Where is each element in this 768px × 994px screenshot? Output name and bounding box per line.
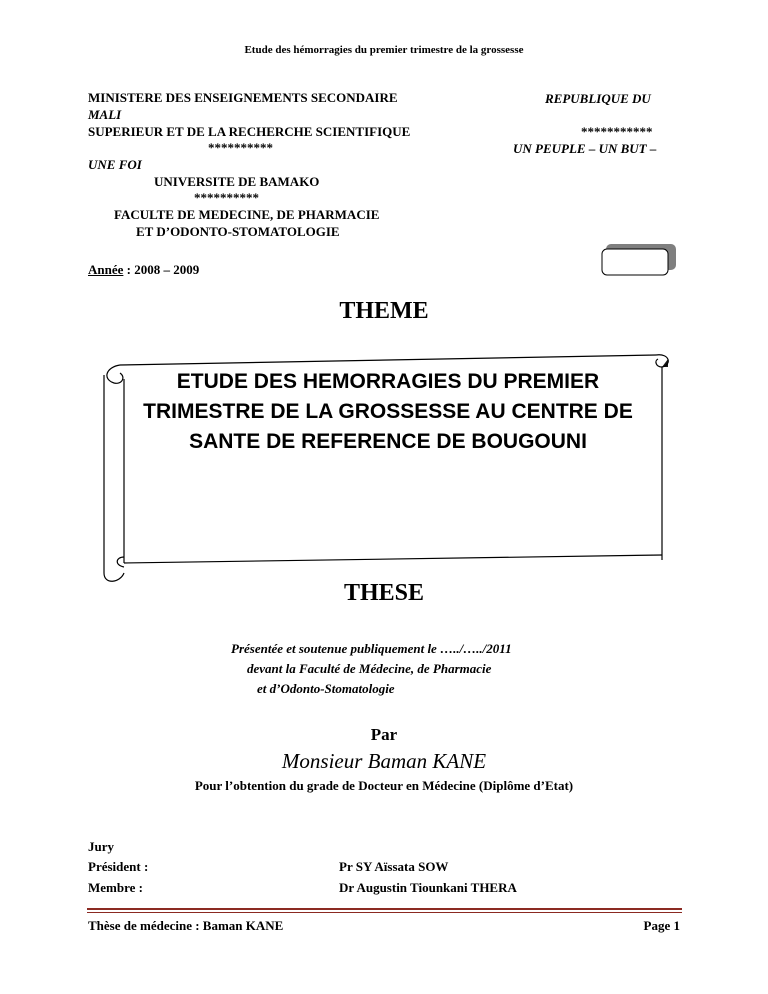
motto-text: UN PEUPLE – UN BUT –: [513, 141, 657, 156]
jury-heading: Jury: [88, 839, 114, 854]
une-foi-text: UNE FOI: [88, 157, 142, 172]
jury-name-member: Dr Augustin Tiounkani THERA: [339, 880, 517, 895]
faculty-line1: FACULTE DE MEDECINE, DE PHARMACIE: [114, 207, 380, 222]
ministry-line1: MINISTERE DES ENSEIGNEMENTS SECONDAIRE: [88, 90, 398, 105]
year-line: [88, 262, 199, 278]
footer-rule-thin: [87, 912, 682, 913]
faculty-line2: ET D’ODONTO-STOMATOLOGIE: [136, 224, 340, 239]
theme-heading: THEME: [339, 298, 429, 324]
presentation-line2: devant la Faculté de Médecine, de Pharmacie: [247, 661, 492, 676]
footer-rule-thick: [87, 908, 682, 910]
stars-republic: ***********: [581, 124, 653, 139]
par-text: Par: [370, 725, 398, 744]
author-name: Monsieur Baman KANE: [281, 749, 487, 773]
footer-left: Thèse de médecine : Baman KANE: [88, 918, 284, 933]
jury-role-president: Président :: [88, 859, 149, 874]
running-header: Etude des hémorragies du premier trimestre de la grossesse: [244, 44, 524, 56]
degree-text: Pour l’obtention du grade de Docteur en Médecine (Diplôme d’Etat): [194, 778, 574, 793]
thesis-title: ETUDE DES HEMORRAGIES DU PREMIER TRIMESTRE DE LA GROSSESSE AU CENTRE DE SANTE DE REFERENCE DE BOUGOUNI: [143, 370, 633, 453]
year-label: Année: [88, 262, 124, 277]
these-heading: THESE: [343, 580, 425, 606]
stars-ministry: **********: [208, 140, 273, 155]
republic-text: REPUBLIQUE DU: [545, 91, 651, 106]
stars-university: **********: [194, 190, 259, 205]
title-scroll: [96, 345, 672, 583]
presentation-line3: et d’Odonto-Stomatologie: [257, 681, 395, 696]
ministry-line2: SUPERIEUR ET DE LA RECHERCHE SCIENTIFIQUE: [88, 124, 411, 139]
presentation-line1: Présentée et soutenue publiquement le …../…../2011: [231, 641, 512, 656]
jury-role-member: Membre :: [88, 880, 143, 895]
university-name: UNIVERSITE DE BAMAKO: [154, 174, 320, 189]
number-box: [600, 242, 680, 278]
jury-name-president: Pr SY Aïssata SOW: [339, 859, 449, 874]
page-number: Page 1: [643, 918, 680, 933]
year-value: : 2008 – 2009: [123, 262, 200, 277]
mali-text: MALI: [88, 107, 122, 122]
